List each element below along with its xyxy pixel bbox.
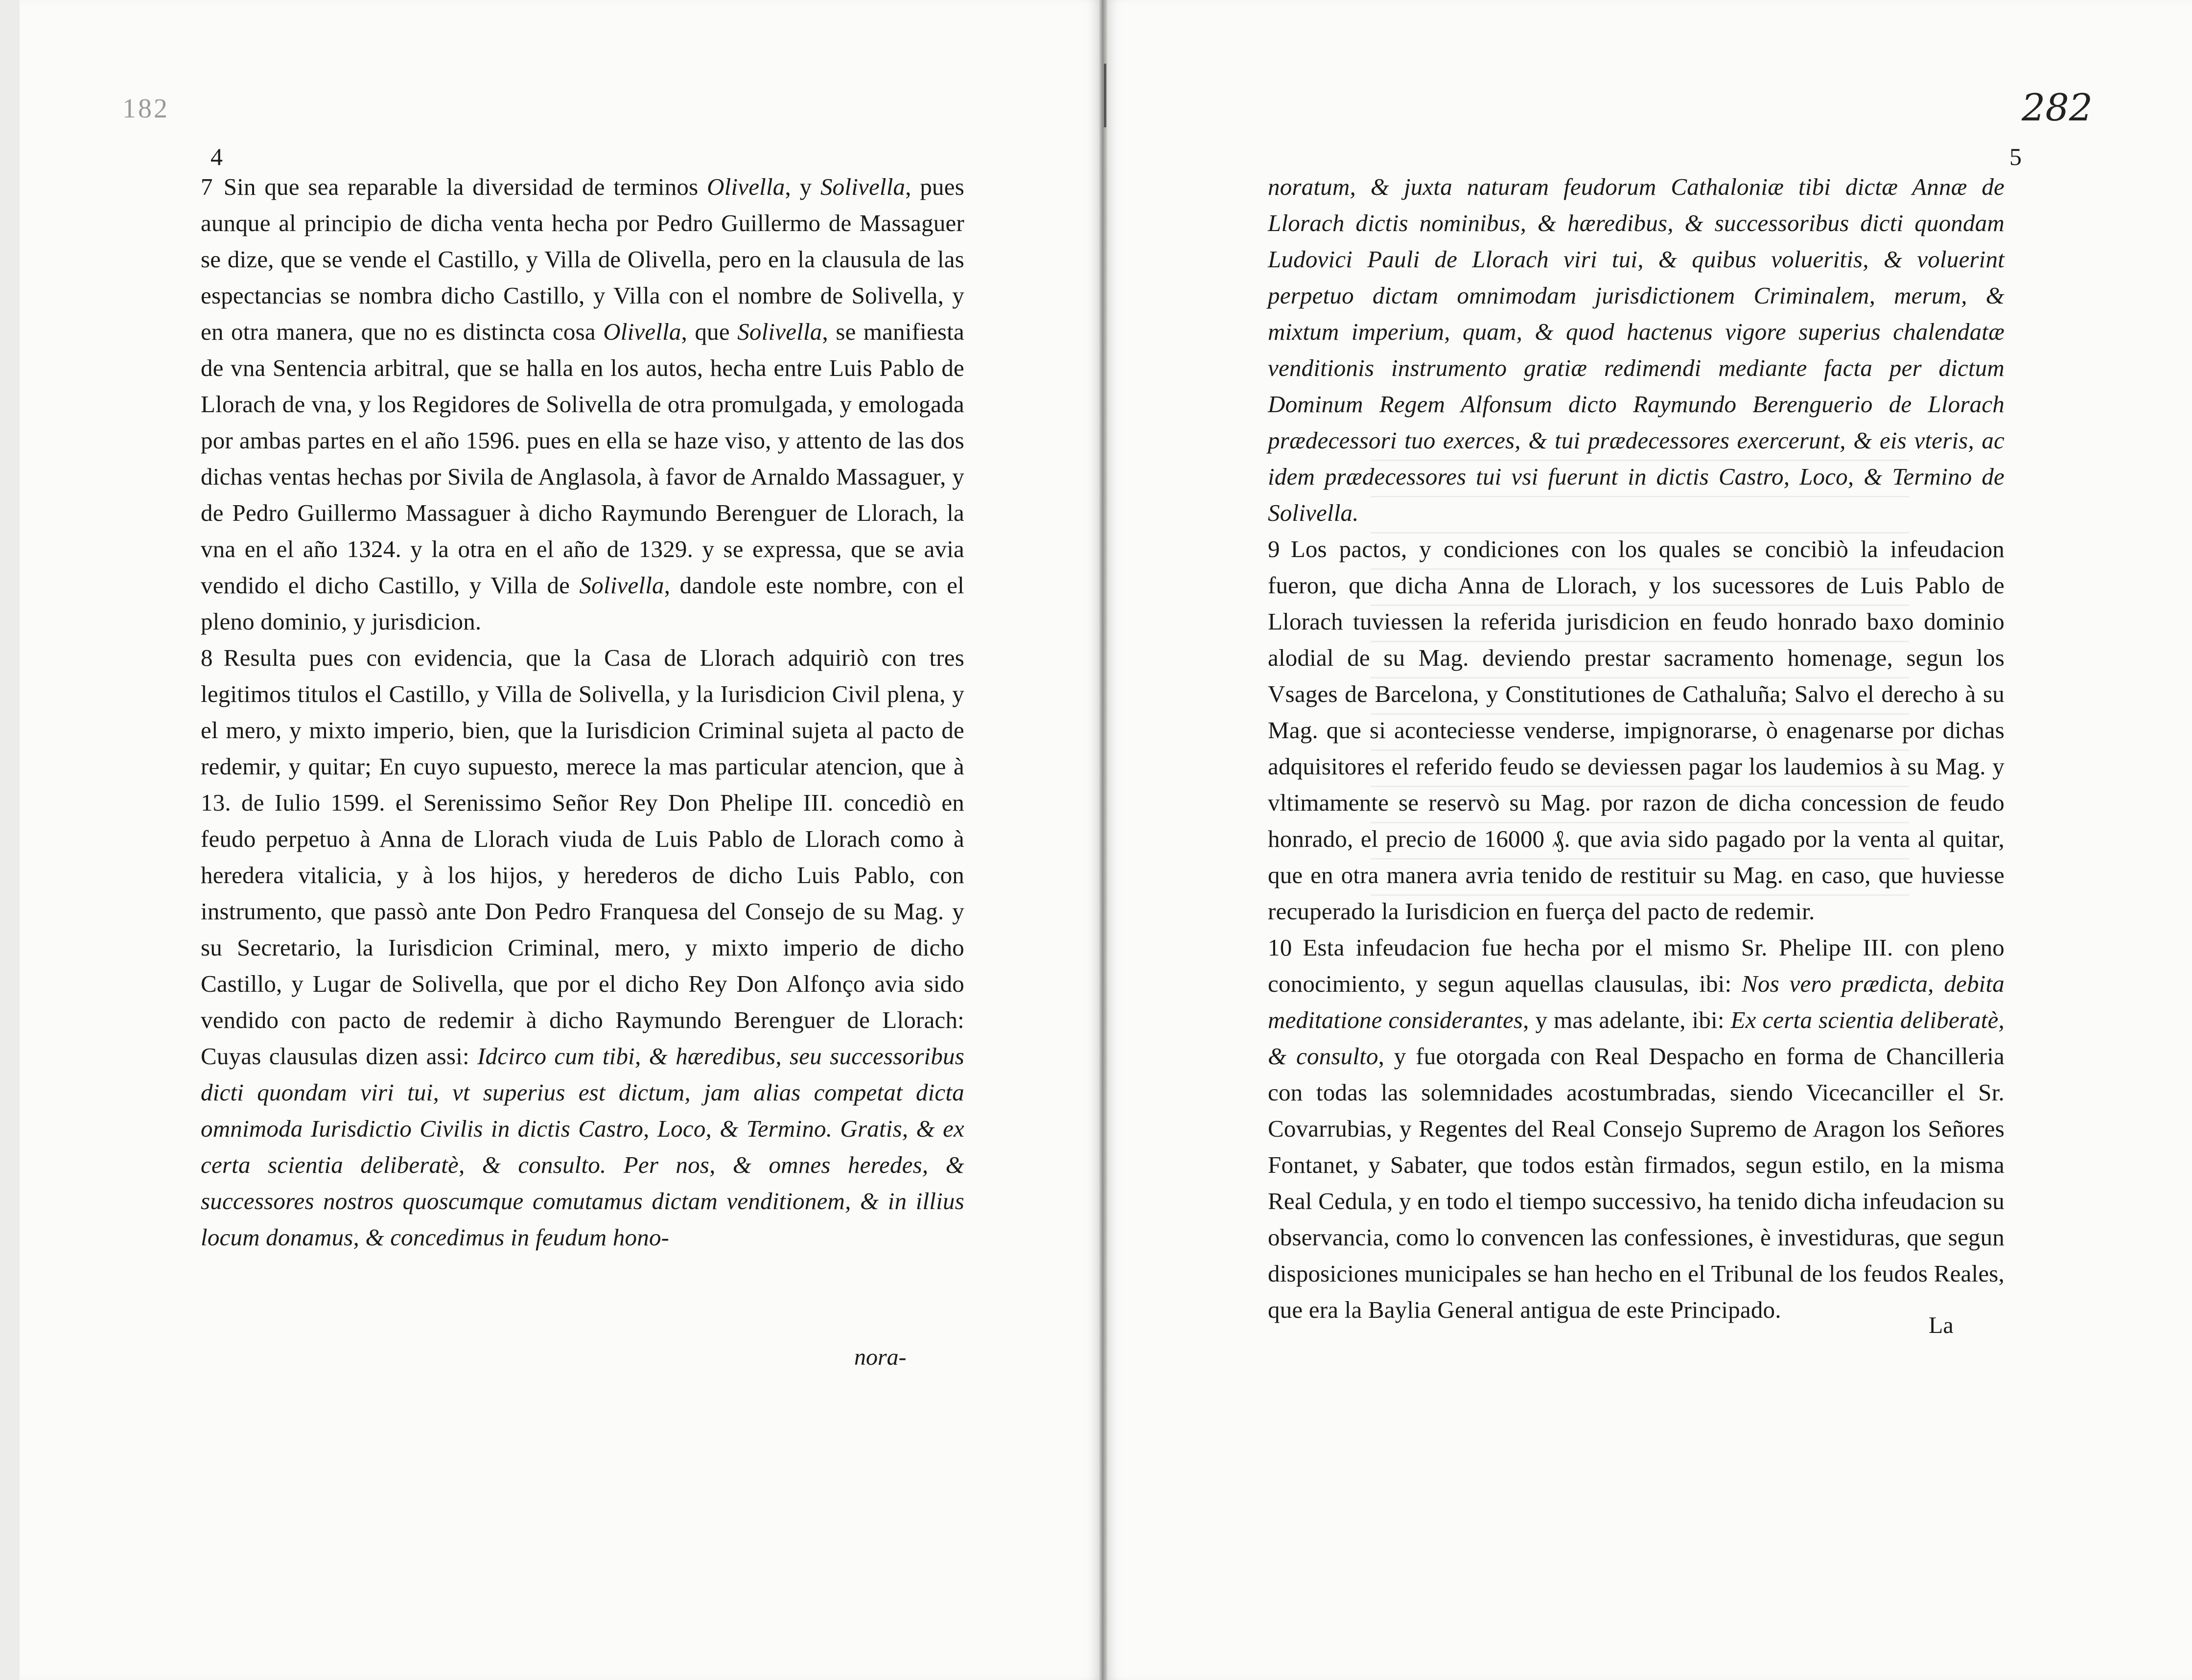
latin-quote-text: Solivella	[579, 572, 664, 599]
body-text: Sin que sea reparable la diversidad de terminos	[223, 173, 707, 200]
paragraph-number: 7	[201, 173, 213, 200]
latin-quote-text: Olivella	[603, 318, 681, 345]
paragraph-9	[1268, 531, 2005, 930]
body-text: , pues aunque al principio de dicha venta hecha por Pedro Guillermo de Massaguer se dize, que se vende el Castillo, y Villa de Olivella, pero en la clausula de las espectancias se nombra dicho Castillo, y Villa con el nombre de Solivella, y en otra manera, que no es distincta cosa	[201, 173, 964, 345]
latin-quote-text: Nos vero prædicta, debita meditatione considerantes	[1268, 970, 2005, 1033]
right-catchword: La	[1929, 1312, 1954, 1338]
book-edge	[0, 0, 20, 1680]
left-page-text	[201, 169, 964, 1256]
latin-continuation: noratum, & juxta naturam feudorum Cathaloniæ tibi dictæ Annæ de Llorach dictis nominibus, & hæredibus, & successoribus dicti quondam Ludovici Pauli de Llorach viri tui, & quibus volueritis, & voluerint perpetuo dictam omnimodam jurisdictionem Criminalem, merum, & mixtum imperium, quam, & quod hactenus vigore superius chalendatæ venditionis instrumento gratiæ redimendi mediante facta per dictum Dominum Regem Alfonsum dicto Raymundo Berenguerio de Llorach prædecessori tuo exerces, & tui prædecessores exercerunt, & eis vteris, ac idem prædecessores tui vsi fuerunt in dictis Castro, Loco, & Termino de Solivella.	[1268, 173, 2005, 526]
paragraph-7	[201, 169, 964, 640]
paragraph-10	[1268, 930, 2005, 1328]
paragraph-body	[201, 644, 964, 1251]
left-catchword: nora-	[854, 1344, 907, 1370]
body-text: Los pactos, y condiciones con los quales se concibiò la infeudacion fueron, que dicha Anna de Llorach, y los sucessores de Luis Pablo de Llorach tuviessen la referida jurisdicion en feudo honrado baxo dominio alodial de su Mag. deviendo prestar sacramento homenage, segun los Vsages de Barcelona, y Constitutiones de Cathaluña; Salvo el derecho à su Mag. que si aconteciesse venderse, impignorarse, ò enagenarse por dichas adquisitores el referido feudo se deviessen pagar los laudemios à su Mag. y vltimamente se reservò su Mag. por razon de dicha concession de feudo honrado, el precio de 16000 ₰. que avia sido pagado por la venta al quitar, que en otra manera avria tenido de restituir su Mag. en caso, que huviesse recuperado la Iurisdicion en fuerça del pacto de redemir.	[1268, 536, 2005, 925]
paragraph-body	[1268, 934, 2005, 1323]
body-text: , y fue otorgada con Real Despacho en forma de Chancilleria con todas las solemnidades acostumbradas, siendo Vicecanciller el Sr. Covarrubias, y Regentes del Real Consejo Supremo de Aragon los Señores Fontanet, y Sabater, que todos estàn firmados, segun estilo, en la misma Real Cedula, y en todo el tiempo successivo, ha tenido dicha infeudacion su observancia, como lo convencen las confessiones, è investiduras, que segun disposiciones municipales se han hecho en el Tribunal de los feudos Reales, que era la Baylia General antigua de este Principado.	[1268, 1043, 2005, 1323]
folio-number: 282	[2022, 86, 2093, 129]
gutter-mark	[1104, 64, 1106, 127]
paragraph-8	[201, 640, 964, 1256]
latin-quote-text: Idcirco cum tibi, & hæredibus, seu successoribus dicti quondam viri tui, vt superius est dictum, jam alias competat dicta omnimoda Iurisdictio Civilis in dictis Castro, Loco, & Termino. Gratis, & ex certa scientia deliberatè, & consulto. Per nos, & omnes heredes, & successores nostros quoscumque comutamus dictam venditionem, & in illius locum donamus, & concedimus in feudum hono-	[201, 1043, 964, 1251]
latin-quote-text: Solivella	[737, 318, 822, 345]
right-page-text	[1268, 169, 2005, 1328]
latin-quote-text: Ex certa scientia deliberatè, & consulto	[1268, 1006, 2005, 1070]
latin-quote-text: Olivella	[707, 173, 785, 200]
paragraph-number: 10	[1268, 934, 1292, 961]
paragraph-number: 9	[1268, 536, 1280, 562]
right-page-number: 5	[2009, 143, 2022, 170]
body-text: , dandole este nombre, con el pleno dominio, y jurisdicion.	[201, 572, 964, 635]
body-text: , y mas adelante, ibi:	[1523, 1006, 1731, 1033]
paragraph-body	[201, 173, 964, 635]
body-text: Esta infeudacion fue hecha por el mismo Sr. Phelipe III. con pleno conocimiento, y segun aquellas clausulas, ibi:	[1268, 934, 2005, 997]
latin-quote-text: Solivella	[820, 173, 906, 200]
body-text: Resulta pues con evidencia, que la Casa de Llorach adquiriò con tres legitimos titulos el Castillo, y Villa de Solivella, y la Iurisdicion Civil plena, y el mero, y mixto imperio, bien, que la Iurisdicion Criminal sujeta al pacto de redemir, y quitar; En cuyo supuesto, merece la mas particular atencion, que à 13. de Iulio 1599. el Serenissimo Señor Rey Don Phelipe III. concediò en feudo perpetuo à Anna de Llorach viuda de Luis Pablo de Llorach como à heredera vitalicia, y à los hijos, y herederos de dicho Luis Pablo, con instrumento, que passò ante Don Pedro Franquesa del Consejo de su Mag. y su Secretario, la Iurisdicion Criminal, mero, y mixto imperio de dicho Castillo, y Lugar de Solivella, que por el dicho Rey Don Alfonço avia sido vendido con pacto de redemir à dicho Raymundo Berenguer de Llorach: Cuyas clausulas dizen assi:	[201, 644, 964, 1070]
paragraph-number: 8	[201, 644, 213, 671]
paragraph-body	[1268, 536, 2005, 925]
body-text: , que	[681, 318, 738, 345]
archive-stamp: 182	[122, 93, 169, 124]
body-text: , se manifiesta de vna Sentencia arbitral, que se halla en los autos, hecha entre Luis Pablo de Llorach de vna, y los Regidores de Solivella de otra promulgada, y emologada por ambas partes en el año 1596. pues en ella se haze viso, y attento de las dos dichas ventas hechas por Sivila de Anglasola, à favor de Arnaldo Massaguer, y de Pedro Guillermo Massaguer à dicho Raymundo Berenguer de Llorach, la vna en el año 1324. y la otra en el año de 1329. y se expressa, que se avia vendido el dicho Castillo, y Villa de	[201, 318, 965, 599]
left-page-number: 4	[210, 143, 223, 170]
book-gutter	[1099, 0, 1107, 1680]
body-text: , y	[785, 173, 820, 200]
